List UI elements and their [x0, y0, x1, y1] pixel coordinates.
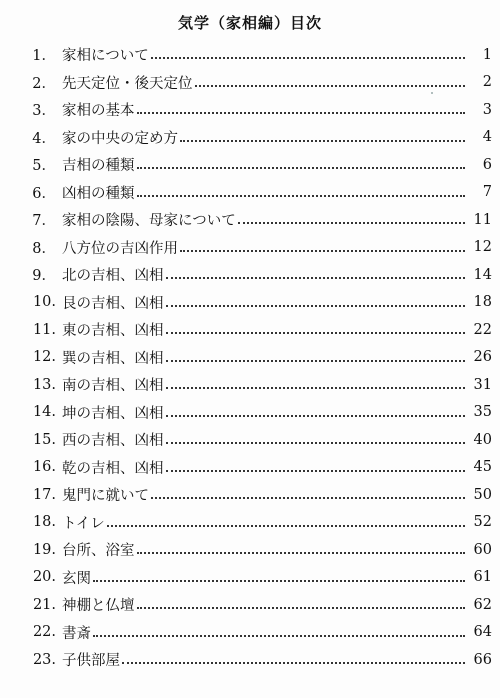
scan-speck [431, 92, 433, 94]
toc-entry-number: 20. [32, 569, 56, 586]
toc-entry-page-number: 31 [473, 376, 492, 393]
toc-entry-title: 北の吉相、凶相 [62, 268, 164, 285]
toc-entry-title-wrap [62, 237, 467, 258]
toc-entry [0, 509, 500, 537]
toc-entry [0, 344, 500, 372]
toc-entry-title-wrap [62, 649, 467, 670]
dot-leader [166, 331, 466, 334]
toc-entry-number: 17. [32, 486, 56, 503]
dot-leader [180, 139, 465, 142]
toc-entry-number: 22. [32, 624, 56, 641]
toc-entry-page-number: 12 [473, 239, 492, 256]
toc-entry-title: 艮の吉相、凶相 [62, 295, 164, 312]
dot-leader [151, 496, 465, 499]
dot-leader [166, 386, 466, 389]
toc-entry-number: 1． [32, 48, 56, 65]
toc-entry-title-wrap [62, 292, 467, 313]
dot-leader [137, 166, 466, 169]
toc-entry-title: 吉相の種類 [62, 158, 135, 175]
dot-leader [137, 194, 466, 197]
toc-entry [0, 69, 500, 97]
dot-leader [137, 111, 466, 114]
toc-entry-number: 2． [32, 75, 56, 92]
toc-entry-title-wrap [62, 209, 467, 230]
dot-leader [93, 579, 465, 582]
dot-leader [151, 56, 465, 59]
toc-entry-page-number: 6 [482, 156, 492, 173]
toc-entry-title: 神棚と仏壇 [62, 598, 135, 615]
toc-entry-title-wrap [62, 72, 467, 93]
dot-leader [166, 304, 466, 307]
toc-entry-page-number: 7 [482, 184, 492, 201]
toc-entry-title-wrap [62, 99, 467, 120]
toc-entry-number: 19. [32, 541, 56, 558]
toc-entry [0, 591, 500, 619]
toc-entry [0, 41, 500, 69]
toc-entry-title: 鬼門に就いて [62, 488, 149, 505]
toc-entry-number: 18. [32, 514, 56, 531]
toc-entry-title: 坤の吉相、凶相 [62, 405, 164, 422]
toc-entry [0, 179, 500, 207]
toc-entry-title: 凶相の種類 [62, 185, 135, 202]
toc-entry-title-wrap [62, 429, 467, 450]
toc-entry-page-number: 3 [482, 101, 492, 118]
toc-entry-title: 書斎 [62, 625, 91, 642]
dot-leader [166, 414, 466, 417]
toc-entry-title-wrap [62, 347, 467, 368]
toc-entry-number: 23. [32, 651, 56, 668]
toc-entry-number: 14. [32, 404, 56, 421]
toc-entry-title: 家相の基本 [62, 103, 135, 120]
toc-entry-title: トイレ [62, 515, 105, 532]
toc-entry-number: 21. [32, 596, 56, 613]
toc-entry [0, 151, 500, 179]
toc-entry-page-number: 62 [473, 596, 492, 613]
toc-entry-title-wrap [62, 622, 467, 643]
toc-entry-number: 5． [32, 158, 56, 175]
toc-entry-page-number: 11 [473, 211, 492, 228]
toc-entry-title: 子供部屋 [62, 653, 120, 670]
dot-leader [137, 551, 466, 554]
dot-leader [195, 84, 466, 87]
dot-leader [166, 441, 466, 444]
toc-entry-title: 台所、浴室 [62, 543, 135, 560]
toc-entry-title: 玄関 [62, 570, 91, 587]
toc-entry-number: 9． [32, 268, 56, 285]
toc-entry-title-wrap [62, 594, 467, 615]
toc-entry-page-number: 52 [473, 514, 492, 531]
toc-entry-number: 7． [32, 213, 56, 230]
toc-entry-page-number: 66 [473, 651, 492, 668]
toc-entry-number: 3． [32, 103, 56, 120]
toc-entry-title: 家の中央の定め方 [62, 130, 178, 147]
toc-entry-title-wrap [62, 127, 467, 148]
toc-entry-title-wrap [62, 512, 467, 533]
dot-leader [93, 634, 465, 637]
dot-leader [180, 249, 465, 252]
page-title: 気学（家相編）目次 [177, 14, 322, 32]
toc-entry-title-wrap [62, 567, 467, 588]
toc-entry-number: 8． [32, 240, 56, 257]
toc-entry [0, 316, 500, 344]
toc-entry-page-number: 22 [473, 321, 492, 338]
toc-entry-number: 6． [32, 185, 56, 202]
toc-entry-title-wrap [62, 264, 467, 285]
toc-entry [0, 371, 500, 399]
dot-leader [137, 606, 466, 609]
toc-entry-number: 4． [32, 130, 56, 147]
toc-entry-title: 先天定位・後天定位 [62, 75, 193, 92]
toc-entry-title-wrap [62, 484, 467, 505]
toc-entry-title-wrap [62, 182, 467, 203]
toc-entry-page-number: 40 [473, 431, 492, 448]
toc-entry-title-wrap [62, 319, 467, 340]
toc-entry-title: 西の吉相、凶相 [62, 433, 164, 450]
toc-entry-page-number: 1 [482, 46, 492, 63]
toc-entry [0, 234, 500, 262]
toc-entry-page-number: 26 [473, 349, 492, 366]
toc-entry-page-number: 35 [473, 404, 492, 421]
toc-entry-title: 八方位の吉凶作用 [62, 240, 178, 257]
toc-entry [0, 454, 500, 482]
toc-entry-page-number: 61 [473, 569, 492, 586]
toc-entry-title: 家相について [62, 48, 149, 65]
toc-entry-number: 13. [32, 376, 56, 393]
toc-entry [0, 289, 500, 317]
toc-entry-title-wrap [62, 44, 467, 65]
toc-entry-title: 南の吉相、凶相 [62, 378, 164, 395]
toc-entry-title-wrap [62, 457, 467, 478]
toc-entry-page-number: 2 [482, 74, 492, 91]
toc-entry-page-number: 4 [482, 129, 492, 146]
toc-entry [0, 261, 500, 289]
dot-leader [166, 359, 466, 362]
toc-entry [0, 481, 500, 509]
dot-leader [166, 469, 466, 472]
toc-entry [0, 124, 500, 152]
dot-leader [238, 221, 465, 224]
toc-entry [0, 646, 500, 674]
toc-entry-title: 東の吉相、凶相 [62, 323, 164, 340]
toc-entry-title-wrap [62, 374, 467, 395]
toc-entry-number: 15. [32, 431, 56, 448]
toc-entry-page-number: 50 [473, 486, 492, 503]
toc-entry-title-wrap [62, 154, 467, 175]
toc-entry-number: 11. [32, 321, 56, 338]
toc-entry-number: 10. [32, 294, 56, 311]
toc-entry-title: 乾の吉相、凶相 [62, 460, 164, 477]
toc-entry [0, 536, 500, 564]
dot-leader [107, 524, 465, 527]
toc-entry-number: 16. [32, 459, 56, 476]
toc-entry [0, 564, 500, 592]
dot-leader [122, 661, 465, 664]
toc-entry-title: 家相の陰陽、母家について [62, 213, 236, 230]
toc-entry-page-number: 18 [473, 294, 492, 311]
toc-entry-page-number: 64 [473, 624, 492, 641]
toc-entry [0, 96, 500, 124]
toc-entry [0, 619, 500, 647]
toc-entry [0, 206, 500, 234]
toc-entry [0, 399, 500, 427]
table-of-contents [0, 41, 500, 674]
toc-entry-title-wrap [62, 539, 467, 560]
toc-entry-number: 12. [32, 349, 56, 366]
toc-entry-page-number: 45 [473, 459, 492, 476]
toc-entry-page-number: 60 [473, 541, 492, 558]
toc-entry-title-wrap [62, 402, 467, 423]
toc-entry [0, 426, 500, 454]
toc-entry-title: 巽の吉相、凶相 [62, 350, 164, 367]
dot-leader [166, 276, 466, 279]
toc-entry-page-number: 14 [473, 266, 492, 283]
